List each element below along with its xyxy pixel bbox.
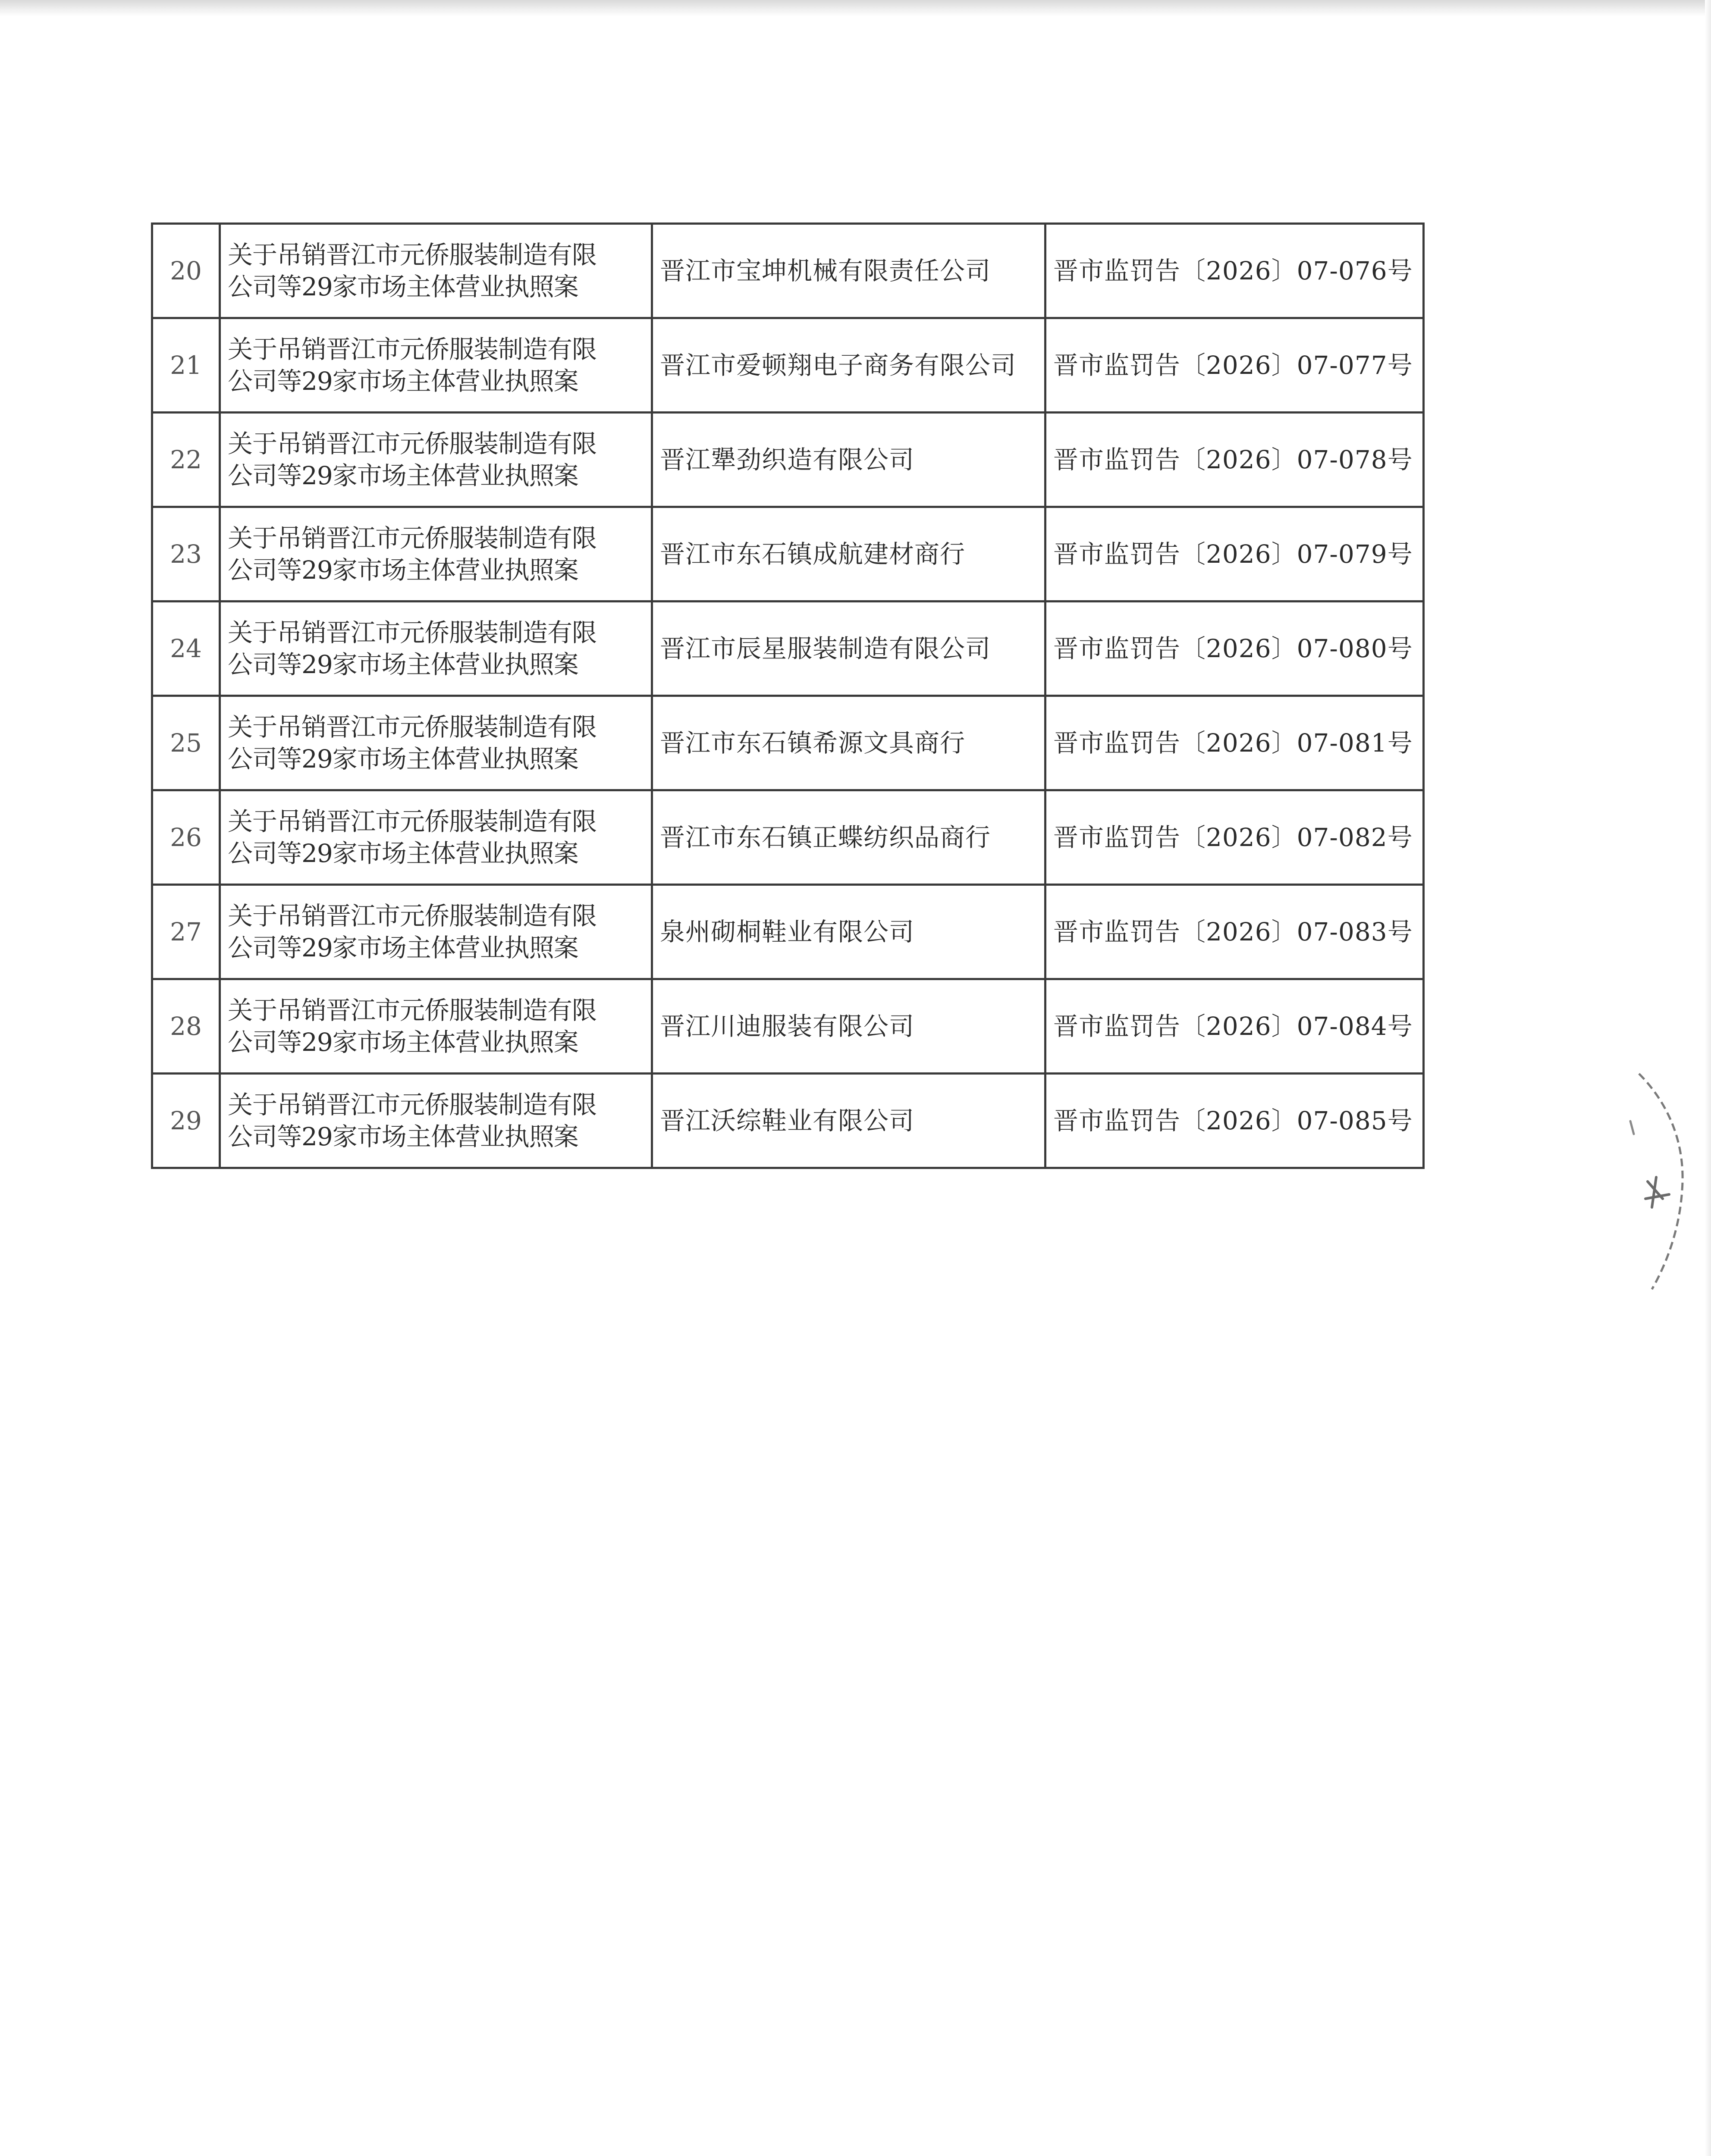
table-row <box>152 790 1424 885</box>
case-name-line-2: 公司等29家市场主体营业执照案 <box>228 1028 578 1057</box>
case-name-line-1: 关于吊销晋江市元侨服装制造有限 <box>228 429 597 458</box>
entity-name-cell: 晋江市东石镇成航建材商行 <box>652 507 1045 602</box>
case-name-line-1: 关于吊销晋江市元侨服装制造有限 <box>228 901 597 931</box>
entity-name-cell: 晋江市东石镇希源文具商行 <box>652 696 1045 790</box>
case-name-cell <box>220 318 652 413</box>
case-name-cell <box>220 1074 652 1168</box>
entity-name-cell: 晋江市东石镇正蝶纺织品商行 <box>652 790 1045 885</box>
case-name-line-1: 关于吊销晋江市元侨服装制造有限 <box>228 996 597 1025</box>
document-number-cell: 晋市监罚告〔2026〕07-078号 <box>1045 413 1424 507</box>
table-row <box>152 413 1424 507</box>
case-name-line-1: 关于吊销晋江市元侨服装制造有限 <box>228 523 597 553</box>
entity-name-cell: 晋江市宝坤机械有限责任公司 <box>652 224 1045 318</box>
document-number-cell: 晋市监罚告〔2026〕07-084号 <box>1045 979 1424 1074</box>
table-row <box>152 1074 1424 1168</box>
case-name-line-2: 公司等29家市场主体营业执照案 <box>228 1122 578 1151</box>
margin-seal-mark <box>1622 1069 1695 1294</box>
case-name-line-1: 关于吊销晋江市元侨服装制造有限 <box>228 335 597 364</box>
document-number-cell: 晋市监罚告〔2026〕07-083号 <box>1045 885 1424 979</box>
case-name-line-2: 公司等29家市场主体营业执照案 <box>228 650 578 679</box>
case-name-line-1: 关于吊销晋江市元侨服装制造有限 <box>228 1090 597 1119</box>
case-name-cell <box>220 413 652 507</box>
case-name-cell <box>220 979 652 1074</box>
document-number-cell: 晋市监罚告〔2026〕07-080号 <box>1045 602 1424 696</box>
case-name-cell <box>220 224 652 318</box>
row-number: 21 <box>152 318 220 413</box>
table-row <box>152 885 1424 979</box>
case-name-cell <box>220 885 652 979</box>
row-number: 25 <box>152 696 220 790</box>
row-number: 22 <box>152 413 220 507</box>
row-number: 28 <box>152 979 220 1074</box>
row-number: 29 <box>152 1074 220 1168</box>
document-number-cell: 晋市监罚告〔2026〕07-082号 <box>1045 790 1424 885</box>
row-number: 26 <box>152 790 220 885</box>
table-row <box>152 979 1424 1074</box>
case-name-line-2: 公司等29家市场主体营业执照案 <box>228 933 578 962</box>
case-name-cell <box>220 507 652 602</box>
entity-name-cell: 晋江川迪服装有限公司 <box>652 979 1045 1074</box>
case-name-line-1: 关于吊销晋江市元侨服装制造有限 <box>228 240 597 270</box>
entity-name-cell: 晋江沃综鞋业有限公司 <box>652 1074 1045 1168</box>
row-number: 27 <box>152 885 220 979</box>
case-name-line-2: 公司等29家市场主体营业执照案 <box>228 555 578 585</box>
case-name-line-1: 关于吊销晋江市元侨服装制造有限 <box>228 618 597 647</box>
case-name-line-2: 公司等29家市场主体营业执照案 <box>228 744 578 774</box>
table-row <box>152 602 1424 696</box>
row-number: 23 <box>152 507 220 602</box>
row-number: 20 <box>152 224 220 318</box>
scan-top-edge <box>0 0 1711 16</box>
entity-name-cell: 泉州砌桐鞋业有限公司 <box>652 885 1045 979</box>
scan-right-edge <box>1705 0 1711 2156</box>
case-name-line-2: 公司等29家市场主体营业执照案 <box>228 839 578 868</box>
case-name-cell <box>220 696 652 790</box>
notice-table <box>151 222 1425 1169</box>
case-name-line-2: 公司等29家市场主体营业执照案 <box>228 367 578 396</box>
case-name-line-1: 关于吊销晋江市元侨服装制造有限 <box>228 807 597 836</box>
entity-name-cell: 晋江犟劲织造有限公司 <box>652 413 1045 507</box>
table-row <box>152 696 1424 790</box>
table-row <box>152 224 1424 318</box>
document-number-cell: 晋市监罚告〔2026〕07-079号 <box>1045 507 1424 602</box>
table-row <box>152 507 1424 602</box>
document-number-cell: 晋市监罚告〔2026〕07-077号 <box>1045 318 1424 413</box>
document-number-cell: 晋市监罚告〔2026〕07-081号 <box>1045 696 1424 790</box>
table-row <box>152 318 1424 413</box>
document-number-cell: 晋市监罚告〔2026〕07-085号 <box>1045 1074 1424 1168</box>
document-number-cell: 晋市监罚告〔2026〕07-076号 <box>1045 224 1424 318</box>
case-name-line-2: 公司等29家市场主体营业执照案 <box>228 272 578 301</box>
case-name-line-2: 公司等29家市场主体营业执照案 <box>228 461 578 490</box>
entity-name-cell: 晋江市辰星服装制造有限公司 <box>652 602 1045 696</box>
entity-name-cell: 晋江市爱顿翔电子商务有限公司 <box>652 318 1045 413</box>
case-name-cell <box>220 602 652 696</box>
notice-table-body <box>152 224 1424 1168</box>
case-name-cell <box>220 790 652 885</box>
case-name-line-1: 关于吊销晋江市元侨服装制造有限 <box>228 712 597 742</box>
row-number: 24 <box>152 602 220 696</box>
